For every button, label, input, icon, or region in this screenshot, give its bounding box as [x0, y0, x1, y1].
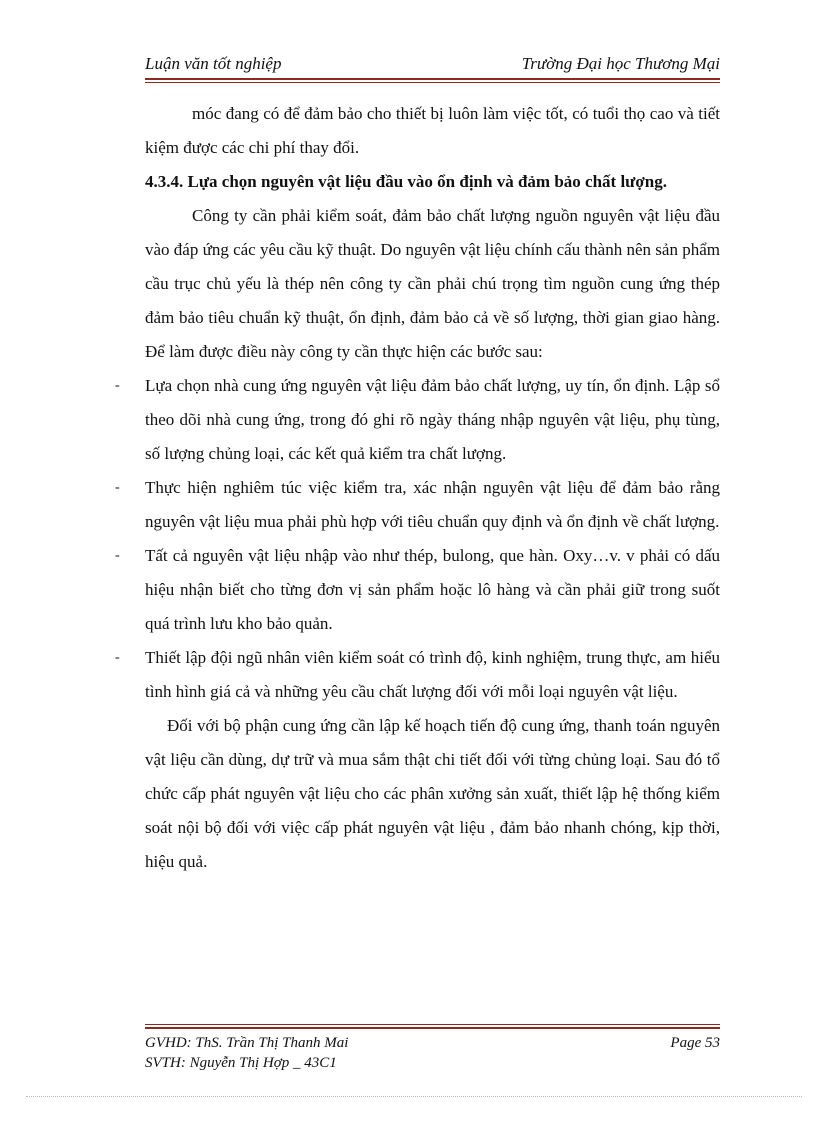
header-thesis-label: Luận văn tốt nghiệp [145, 54, 282, 73]
bullet-dash: - [115, 548, 120, 563]
footer-rule-thick [145, 1027, 720, 1029]
footer-advisor: GVHD: ThS. Trần Thị Thanh Mai [145, 1035, 349, 1051]
header-rule-thick [145, 78, 720, 80]
page-footer [145, 1033, 720, 1073]
list-item-text: Thực hiện nghiêm túc việc kiểm tra, xác nhận nguyên vật liệu để đảm bảo rằng nguyên vật liệu mua phải phù hợp với tiêu chuẩn quy định và ổn định về chất lượng. [145, 478, 720, 531]
page-header [145, 52, 720, 76]
page-edge-dotted-line [26, 1096, 802, 1097]
header-rule-thin [145, 82, 720, 83]
section-heading: 4.3.4. Lựa chọn nguyên vật liệu đầu vào ổn định và đảm bảo chất lượng. [145, 172, 667, 191]
list-item [115, 471, 720, 539]
paragraph-continuation: móc đang có để đảm bảo cho thiết bị luôn làm việc tốt, có tuổi thọ cao và tiết kiệm được các chi phí thay đổi. [145, 104, 720, 157]
paragraph-intro: Công ty cần phải kiểm soát, đảm bảo chất lượng nguồn nguyên vật liệu đầu vào đáp ứng các yêu cầu kỹ thuật. Do nguyên vật liệu chính cấu thành nên sản phẩm cầu trục chủ yếu là thép nên công ty cần phải chú trọng tìm nguồn cung ứng thép đảm bảo tiêu chuẩn kỹ thuật, ổn định, đảm bảo cả về số lượng, thời gian giao hàng. Để làm được điều này công ty cần thực hiện các bước sau: [145, 206, 720, 361]
bullet-dash: - [115, 378, 120, 393]
list-item [115, 641, 720, 709]
page-number: Page 53 [670, 1035, 720, 1051]
list-item-text: Tất cả nguyên vật liệu nhập vào như thép, bulong, que hàn. Oxy…v. v phải có dấu hiệu nhận biết cho từng đơn vị sản phẩm hoặc lô hàng và cần phải giữ trong suốt quá trình lưu kho bảo quản. [145, 546, 720, 633]
list-item [115, 539, 720, 641]
bullet-dash: - [115, 650, 120, 665]
header-university-name: Trường Đại học Thương Mại [521, 54, 720, 73]
page-body [115, 97, 720, 879]
list-item-text: Lựa chọn nhà cung ứng nguyên vật liệu đảm bảo chất lượng, uy tín, ổn định. Lập sổ theo dõi nhà cung ứng, trong đó ghi rõ ngày tháng nhập nguyên vật liệu, phụ tùng, số lượng chủng loại, các kết quả kiểm tra chất lượng. [145, 376, 720, 463]
list-item-text: Thiết lập đội ngũ nhân viên kiểm soát có trình độ, kinh nghiệm, trung thực, am hiểu tình hình giá cả và những yêu cầu chất lượng đối với mỗi loại nguyên vật liệu. [145, 648, 720, 701]
footer-student: SVTH: Nguyễn Thị Hợp _ 43C1 [145, 1055, 337, 1071]
paragraph-closing: Đối với bộ phận cung ứng cần lập kế hoạch tiến độ cung ứng, thanh toán nguyên vật liệu cần dùng, dự trữ và mua sắm thật chi tiết đối với từng chủng loại. Sau đó tổ chức cấp phát nguyên vật liệu cho các phân xưởng sản xuất, thiết lập hệ thống kiểm soát nội bộ đối với việc cấp phát nguyên vật liệu , đảm bảo nhanh chóng, kịp thời, hiệu quả. [145, 716, 720, 871]
list-item [115, 369, 720, 471]
bullet-dash: - [115, 480, 120, 495]
footer-rule-thin [145, 1024, 720, 1025]
